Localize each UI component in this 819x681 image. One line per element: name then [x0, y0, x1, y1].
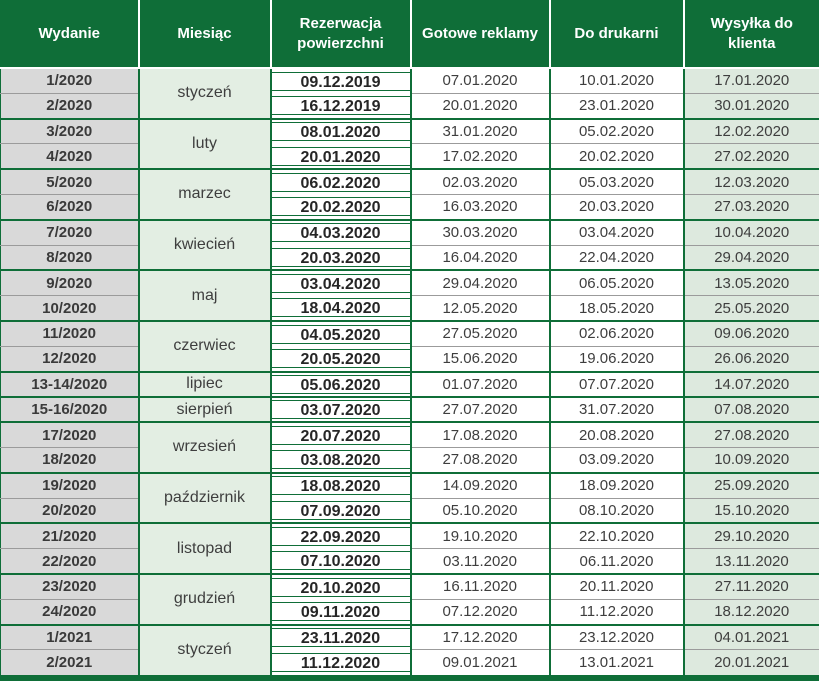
month-cell: wrzesień	[139, 422, 271, 473]
shipping-date-cell: 30.01.2020	[684, 93, 819, 118]
reservation-date-cell	[271, 270, 411, 295]
reservation-date-box: 07.09.2020	[272, 501, 410, 520]
table-row	[1, 93, 819, 118]
month-cell: kwiecień	[139, 220, 271, 271]
reservation-date-box: 20.03.2020	[272, 248, 410, 267]
reservation-date-box: 20.02.2020	[272, 197, 410, 216]
edition-cell: 17/2020	[1, 422, 139, 447]
reservation-date-cell	[271, 68, 411, 93]
shipping-date-cell: 12.03.2020	[684, 169, 819, 194]
ads-ready-date-cell: 17.08.2020	[411, 422, 550, 447]
table-row	[1, 422, 819, 447]
reservation-date-box: 20.10.2020	[272, 578, 410, 597]
edition-cell: 9/2020	[1, 270, 139, 295]
table-row	[1, 194, 819, 219]
shipping-date-cell: 13.05.2020	[684, 270, 819, 295]
reservation-date-box: 20.07.2020	[272, 426, 410, 445]
table-row	[1, 220, 819, 245]
reservation-date-cell	[271, 523, 411, 548]
edition-cell: 23/2020	[1, 574, 139, 599]
edition-cell: 6/2020	[1, 194, 139, 219]
shipping-date-cell: 17.01.2020	[684, 68, 819, 93]
printer-date-cell: 07.07.2020	[550, 372, 684, 397]
table-row	[1, 169, 819, 194]
reservation-date-cell	[271, 549, 411, 574]
table-row	[1, 270, 819, 295]
edition-cell: 8/2020	[1, 245, 139, 270]
table-row	[1, 321, 819, 346]
bottom-bar	[0, 675, 819, 681]
column-header-miesiac: Miesiąc	[139, 0, 271, 68]
shipping-date-cell: 27.08.2020	[684, 422, 819, 447]
printer-date-cell: 08.10.2020	[550, 498, 684, 523]
printer-date-cell: 06.05.2020	[550, 270, 684, 295]
printer-date-cell: 05.03.2020	[550, 169, 684, 194]
table-row	[1, 447, 819, 472]
reservation-date-cell	[271, 447, 411, 472]
column-header-gotowe-reklamy: Gotowe reklamy	[411, 0, 550, 68]
reservation-date-cell	[271, 422, 411, 447]
column-header-wydanie: Wydanie	[1, 0, 139, 68]
reservation-date-cell	[271, 144, 411, 169]
table-row	[1, 473, 819, 498]
ads-ready-date-cell: 19.10.2020	[411, 523, 550, 548]
reservation-date-box: 08.01.2020	[272, 122, 410, 141]
reservation-date-cell	[271, 574, 411, 599]
ads-ready-date-cell: 14.09.2020	[411, 473, 550, 498]
shipping-date-cell: 09.06.2020	[684, 321, 819, 346]
printer-date-cell: 02.06.2020	[550, 321, 684, 346]
edition-cell: 11/2020	[1, 321, 139, 346]
reservation-date-cell	[271, 220, 411, 245]
month-cell: marzec	[139, 169, 271, 220]
month-cell: luty	[139, 119, 271, 170]
shipping-date-cell: 15.10.2020	[684, 498, 819, 523]
month-cell: czerwiec	[139, 321, 271, 372]
table-row	[1, 523, 819, 548]
reservation-date-box: 16.12.2019	[272, 96, 410, 115]
printer-date-cell: 18.05.2020	[550, 296, 684, 321]
table-row	[1, 346, 819, 371]
table-row	[1, 68, 819, 93]
month-cell: październik	[139, 473, 271, 524]
printer-date-cell: 19.06.2020	[550, 346, 684, 371]
ads-ready-date-cell: 20.01.2020	[411, 93, 550, 118]
reservation-date-cell	[271, 296, 411, 321]
table-body	[1, 68, 819, 675]
reservation-date-box: 04.03.2020	[272, 223, 410, 242]
reservation-date-cell	[271, 93, 411, 118]
edition-cell: 24/2020	[1, 599, 139, 624]
reservation-date-box: 03.07.2020	[272, 400, 410, 419]
printer-date-cell: 11.12.2020	[550, 599, 684, 624]
printer-date-cell: 22.10.2020	[550, 523, 684, 548]
reservation-date-cell	[271, 599, 411, 624]
printer-date-cell: 06.11.2020	[550, 549, 684, 574]
reservation-date-box: 11.12.2020	[272, 653, 410, 672]
reservation-date-box: 09.11.2020	[272, 602, 410, 621]
table-row	[1, 574, 819, 599]
reservation-date-box: 06.02.2020	[272, 173, 410, 192]
edition-cell: 3/2020	[1, 119, 139, 144]
reservation-date-box: 18.04.2020	[272, 298, 410, 317]
printer-date-cell: 03.09.2020	[550, 447, 684, 472]
month-cell: sierpień	[139, 397, 271, 422]
shipping-date-cell: 10.09.2020	[684, 447, 819, 472]
reservation-date-box: 22.09.2020	[272, 527, 410, 546]
month-cell: styczeń	[139, 68, 271, 119]
ads-ready-date-cell: 29.04.2020	[411, 270, 550, 295]
reservation-date-box: 05.06.2020	[272, 375, 410, 394]
reservation-date-cell	[271, 194, 411, 219]
column-header-rezerwacja: Rezerwacja powierzchni	[271, 0, 411, 68]
printer-date-cell: 23.12.2020	[550, 625, 684, 650]
shipping-date-cell: 27.11.2020	[684, 574, 819, 599]
shipping-date-cell: 29.04.2020	[684, 245, 819, 270]
month-cell: maj	[139, 270, 271, 321]
ads-ready-date-cell: 27.08.2020	[411, 447, 550, 472]
edition-cell: 10/2020	[1, 296, 139, 321]
shipping-date-cell: 12.02.2020	[684, 119, 819, 144]
ads-ready-date-cell: 12.05.2020	[411, 296, 550, 321]
reservation-date-cell	[271, 321, 411, 346]
reservation-date-cell	[271, 245, 411, 270]
ads-ready-date-cell: 17.12.2020	[411, 625, 550, 650]
month-cell: listopad	[139, 523, 271, 574]
table-row	[1, 144, 819, 169]
edition-cell: 2/2021	[1, 650, 139, 675]
reservation-date-cell	[271, 625, 411, 650]
ads-ready-date-cell: 07.12.2020	[411, 599, 550, 624]
table-row	[1, 397, 819, 422]
reservation-date-box: 23.11.2020	[272, 628, 410, 647]
reservation-date-cell	[271, 498, 411, 523]
ads-ready-date-cell: 09.01.2021	[411, 650, 550, 675]
reservation-date-cell	[271, 169, 411, 194]
reservation-date-cell	[271, 346, 411, 371]
reservation-date-box: 03.08.2020	[272, 450, 410, 469]
month-cell: grudzień	[139, 574, 271, 625]
ads-ready-date-cell: 01.07.2020	[411, 372, 550, 397]
edition-cell: 22/2020	[1, 549, 139, 574]
shipping-date-cell: 25.05.2020	[684, 296, 819, 321]
ads-ready-date-cell: 03.11.2020	[411, 549, 550, 574]
table-row	[1, 245, 819, 270]
table-row	[1, 625, 819, 650]
printer-date-cell: 03.04.2020	[550, 220, 684, 245]
reservation-date-cell	[271, 119, 411, 144]
shipping-date-cell: 26.06.2020	[684, 346, 819, 371]
table-row	[1, 549, 819, 574]
edition-cell: 15-16/2020	[1, 397, 139, 422]
reservation-date-cell	[271, 372, 411, 397]
table-row	[1, 498, 819, 523]
ads-ready-date-cell: 30.03.2020	[411, 220, 550, 245]
shipping-date-cell: 27.02.2020	[684, 144, 819, 169]
reservation-date-box: 09.12.2019	[272, 72, 410, 91]
shipping-date-cell: 27.03.2020	[684, 194, 819, 219]
ads-ready-date-cell: 15.06.2020	[411, 346, 550, 371]
printer-date-cell: 18.09.2020	[550, 473, 684, 498]
printer-date-cell: 31.07.2020	[550, 397, 684, 422]
reservation-date-cell	[271, 473, 411, 498]
month-cell: styczeń	[139, 625, 271, 676]
edition-cell: 1/2020	[1, 68, 139, 93]
shipping-date-cell: 13.11.2020	[684, 549, 819, 574]
printer-date-cell: 20.11.2020	[550, 574, 684, 599]
shipping-date-cell: 29.10.2020	[684, 523, 819, 548]
reservation-date-cell	[271, 397, 411, 422]
ads-ready-date-cell: 17.02.2020	[411, 144, 550, 169]
reservation-date-box: 20.05.2020	[272, 349, 410, 368]
table-row	[1, 119, 819, 144]
column-header-wysylka: Wysyłka do klienta	[684, 0, 819, 68]
ads-ready-date-cell: 16.03.2020	[411, 194, 550, 219]
table-row	[1, 650, 819, 675]
shipping-date-cell: 18.12.2020	[684, 599, 819, 624]
ads-ready-date-cell: 05.10.2020	[411, 498, 550, 523]
table-row	[1, 296, 819, 321]
header-row	[1, 0, 819, 68]
table-row	[1, 599, 819, 624]
edition-cell: 5/2020	[1, 169, 139, 194]
ads-ready-date-cell: 16.04.2020	[411, 245, 550, 270]
edition-cell: 7/2020	[1, 220, 139, 245]
printer-date-cell: 23.01.2020	[550, 93, 684, 118]
shipping-date-cell: 20.01.2021	[684, 650, 819, 675]
column-header-do-drukarni: Do drukarni	[550, 0, 684, 68]
reservation-date-box: 18.08.2020	[272, 476, 410, 495]
printer-date-cell: 10.01.2020	[550, 68, 684, 93]
shipping-date-cell: 07.08.2020	[684, 397, 819, 422]
edition-cell: 4/2020	[1, 144, 139, 169]
printer-date-cell: 13.01.2021	[550, 650, 684, 675]
month-cell: lipiec	[139, 372, 271, 397]
ads-ready-date-cell: 27.07.2020	[411, 397, 550, 422]
printer-date-cell: 05.02.2020	[550, 119, 684, 144]
reservation-date-box: 07.10.2020	[272, 551, 410, 570]
reservation-date-cell	[271, 650, 411, 675]
ads-ready-date-cell: 31.01.2020	[411, 119, 550, 144]
reservation-date-box: 20.01.2020	[272, 147, 410, 166]
edition-cell: 1/2021	[1, 625, 139, 650]
edition-cell: 18/2020	[1, 447, 139, 472]
edition-cell: 2/2020	[1, 93, 139, 118]
reservation-date-box: 04.05.2020	[272, 325, 410, 344]
shipping-date-cell: 10.04.2020	[684, 220, 819, 245]
edition-cell: 19/2020	[1, 473, 139, 498]
printer-date-cell: 20.08.2020	[550, 422, 684, 447]
ads-ready-date-cell: 02.03.2020	[411, 169, 550, 194]
shipping-date-cell: 14.07.2020	[684, 372, 819, 397]
edition-cell: 13-14/2020	[1, 372, 139, 397]
shipping-date-cell: 04.01.2021	[684, 625, 819, 650]
ads-ready-date-cell: 16.11.2020	[411, 574, 550, 599]
printer-date-cell: 20.02.2020	[550, 144, 684, 169]
table-header	[1, 0, 819, 68]
edition-cell: 12/2020	[1, 346, 139, 371]
reservation-date-box: 03.04.2020	[272, 274, 410, 293]
table-row	[1, 372, 819, 397]
ads-ready-date-cell: 07.01.2020	[411, 68, 550, 93]
printer-date-cell: 22.04.2020	[550, 245, 684, 270]
edition-cell: 21/2020	[1, 523, 139, 548]
shipping-date-cell: 25.09.2020	[684, 473, 819, 498]
edition-cell: 20/2020	[1, 498, 139, 523]
ads-ready-date-cell: 27.05.2020	[411, 321, 550, 346]
printer-date-cell: 20.03.2020	[550, 194, 684, 219]
